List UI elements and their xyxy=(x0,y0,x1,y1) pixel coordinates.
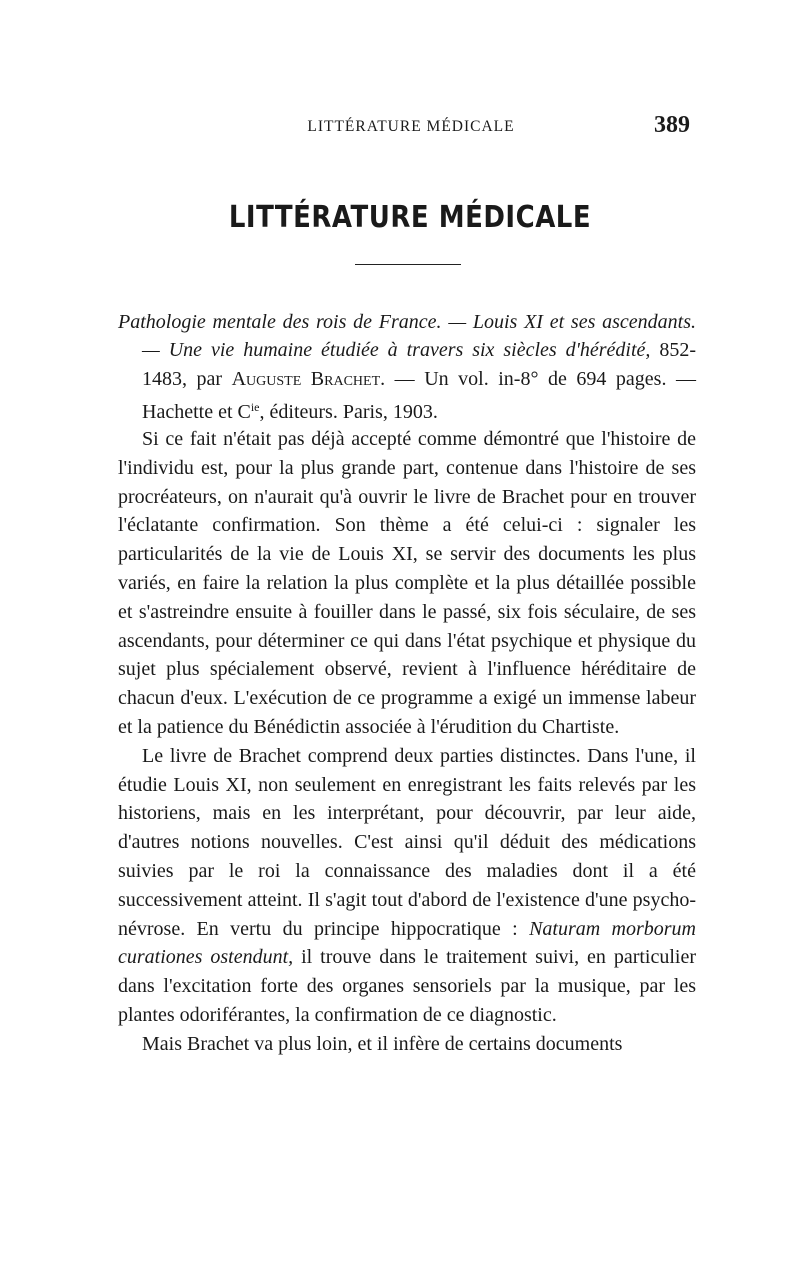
ref-author: Auguste Brachet xyxy=(231,367,381,390)
paragraph-3: Mais Brachet va plus loin, et il infère de certains documents xyxy=(142,1032,623,1055)
ref-publisher: , éditeurs. Paris, 1903. xyxy=(259,401,438,424)
page-number: 389 xyxy=(654,112,690,138)
body-text xyxy=(118,425,696,1059)
ref-volume: . — Un vol. in-8° de 694 pages. — Hachette et C xyxy=(142,367,696,424)
section-title: LITTÉRATURE MÉDICALE xyxy=(228,200,592,236)
paragraph-2-text-b: il trouve dans le traitement suivi, en particulier dans l'excitation forte des organes sensoriels par la musique, par les plantes odoriférantes, la confirmation de ce diagnostic. xyxy=(118,946,697,1026)
running-head-title: LITTÉRATURE MÉDICALE xyxy=(307,118,515,135)
title-divider xyxy=(355,264,461,265)
paragraph-2-text-a: Le livre de Brachet comprend deux parties distinctes. Dans l'une, il étudie Louis XI, non seulement en enregistrant les faits relevés par les historiens, mais en les interprétant, pour découvrir, par leur aide, d'autres notions nouvelles. C'est ainsi qu'il déduit des médications suivies par le roi la connaissance des maladies dont il a été successivement atteint. Il s'agit tout d'abord de l'existence d'une psycho-névrose. En vertu du principe hippocratique : xyxy=(118,744,696,940)
bibliographic-reference xyxy=(118,308,696,427)
ref-dates: 852-1483, par xyxy=(142,339,697,390)
paragraph-1: Si ce fait n'était pas déjà accepté comme démontré que l'histoire de l'individu est, pour la plus grande part, contenue dans l'histoire de ses procréateurs, on n'aurait qu'à ouvrir le livre de Brachet pour en trouver l'éclatante confirmation. Son thème a été celui-ci : signaler les particularités de la vie de Louis XI, se servir des documents les plus variés, en faire la relation la plus complète et la plus détaillée possible et s'astreindre ensuite à fouiller dans le passé, six fois séculaire, de ses ascendants, pour déterminer ce qui dans l'état psychique et physique du sujet plus spécialement observé, revient à l'influence héréditaire de chacun d'eux. L'exécution de ce programme a exigé un immense labeur et la patience du Bénédictin associée à l'érudition du Chartiste. xyxy=(118,428,696,738)
latin-quote: Naturam morborum curationes ostendunt, xyxy=(118,917,696,969)
paragraph-2 xyxy=(118,742,696,1030)
ref-book-title: Pathologie mentale des rois de France. — Louis XI et ses ascendants. — Une vie humaine étudiée à travers six siècles d'hérédité, xyxy=(118,311,696,362)
ref-sup: ie xyxy=(250,400,260,415)
running-head xyxy=(132,112,690,144)
